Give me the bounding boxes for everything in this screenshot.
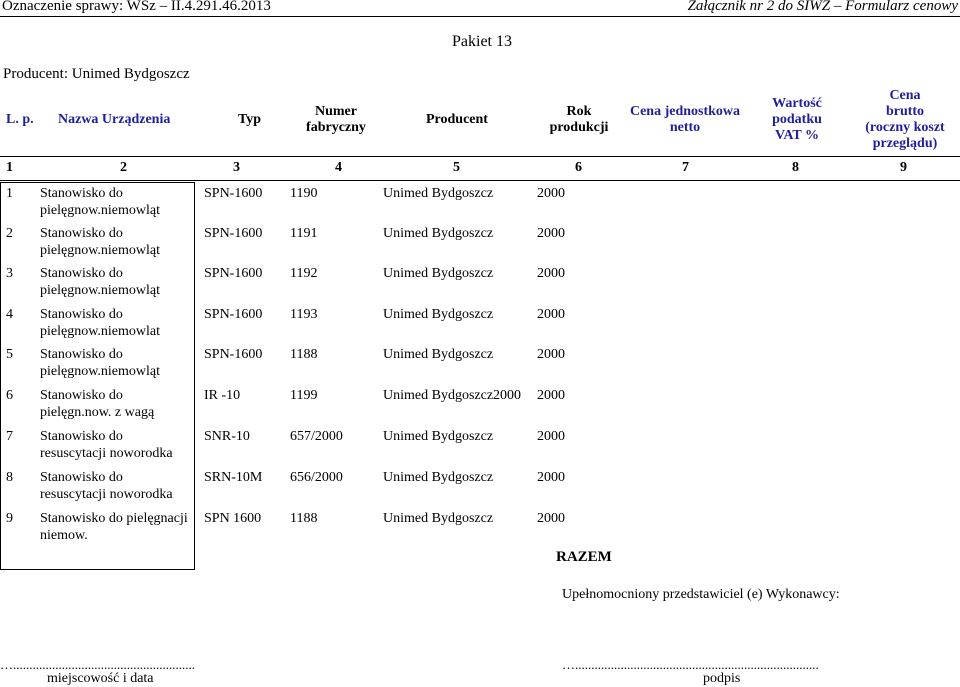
row-numer: 1199: [290, 388, 318, 403]
col-producent: Producent: [426, 112, 488, 127]
col-typ: Typ: [238, 112, 262, 127]
package-title: Pakiet 13: [452, 33, 512, 50]
row-numer: 1188: [290, 511, 318, 526]
row-typ: SPN-1600: [204, 347, 263, 362]
row-lp: 3: [6, 266, 13, 281]
row-producent: Unimed Bydgoszcz: [383, 226, 494, 241]
row-name: Stanowisko do: [40, 388, 123, 403]
row-producent: Unimed Bydgoszcz2000: [383, 388, 522, 403]
col-number: 5: [453, 160, 460, 175]
row-name: Stanowisko do pielęgnacji: [40, 511, 188, 526]
row-rok: 2000: [537, 511, 565, 526]
col-number: 7: [682, 160, 689, 175]
row-name: Stanowisko do: [40, 226, 123, 241]
col-number: 3: [233, 160, 240, 175]
row-name-cont: pielęgnow.niemowląt: [40, 364, 161, 379]
row-name-cont: pielęgnow.niemowląt: [40, 243, 161, 258]
row-typ: SRN-10M: [204, 470, 263, 485]
row-rok: 2000: [537, 388, 565, 403]
row-rok: 2000: [537, 307, 565, 322]
row-name: Stanowisko do: [40, 266, 123, 281]
row-numer: 656/2000: [290, 470, 343, 485]
row-name-cont: niemow.: [40, 528, 88, 543]
row-typ: SPN-1600: [204, 307, 263, 322]
row-producent: Unimed Bydgoszcz: [383, 307, 494, 322]
row-typ: SPN 1600: [204, 511, 262, 526]
row-rok: 2000: [537, 186, 565, 201]
row-numer: 1188: [290, 347, 318, 362]
col-number: 9: [900, 160, 907, 175]
header-divider-top: [0, 156, 960, 157]
row-lp: 8: [6, 470, 13, 485]
row-rok: 2000: [537, 470, 565, 485]
row-name-cont: pielęgn.now. z wagą: [40, 405, 155, 420]
row-lp: 9: [6, 511, 13, 526]
col-vat: Wartość podatku VAT %: [772, 96, 822, 143]
col-number: 4: [335, 160, 342, 175]
place-date-signature-line: …........................................................: [0, 657, 195, 672]
row-typ: IR -10: [204, 388, 241, 403]
producer-line: Producent: Unimed Bydgoszcz: [3, 66, 190, 82]
row-rok: 2000: [537, 226, 565, 241]
row-numer: 1192: [290, 266, 318, 281]
row-name: Stanowisko do: [40, 307, 123, 322]
signature-caption: podpis: [703, 671, 741, 686]
row-rok: 2000: [537, 266, 565, 281]
row-name-cont: pielęgnow.niemowląt: [40, 283, 161, 298]
row-name-cont: resuscytacji noworodka: [40, 487, 173, 502]
col-rok: Rok produkcji: [549, 104, 609, 135]
row-rok: 2000: [537, 429, 565, 444]
row-numer: 1191: [290, 226, 318, 241]
row-name-cont: pielęgnow.niemowląt: [40, 203, 161, 218]
total-label: RAZEM: [556, 549, 612, 565]
row-lp: 6: [6, 388, 13, 403]
row-numer: 657/2000: [290, 429, 343, 444]
authorized-representative-label: Upełnomocniony przedstawiciel (e) Wykonawcy:: [562, 587, 840, 602]
row-name: Stanowisko do: [40, 186, 123, 201]
row-typ: SPN-1600: [204, 186, 263, 201]
row-typ: SPN-1600: [204, 226, 263, 241]
row-name-cont: resuscytacji noworodka: [40, 446, 173, 461]
row-rok: 2000: [537, 347, 565, 362]
row-lp: 2: [6, 226, 13, 241]
header-divider-bottom: [0, 180, 960, 181]
row-producent: Unimed Bydgoszcz: [383, 511, 494, 526]
row-numer: 1190: [290, 186, 318, 201]
place-date-caption: miejscowość i data: [47, 671, 154, 686]
col-number: 8: [792, 160, 799, 175]
col-nazwa: Nazwa Urządzenia: [58, 112, 171, 127]
case-reference: Oznaczenie sprawy: WSz – II.4.291.46.2013: [2, 0, 271, 14]
document-header: [0, 0, 960, 17]
row-lp: 1: [6, 186, 13, 201]
row-lp: 4: [6, 307, 13, 322]
row-producent: Unimed Bydgoszcz: [383, 266, 494, 281]
col-number: 1: [6, 160, 13, 175]
row-name: Stanowisko do: [40, 347, 123, 362]
col-cena-brutto: Cena brutto (roczny koszt przeglądu): [865, 88, 945, 151]
col-numer: Numer fabryczny: [306, 104, 366, 135]
row-name-cont: pielęgnow.niemowlat: [40, 324, 161, 339]
row-producent: Unimed Bydgoszcz: [383, 470, 494, 485]
attachment-title: Załącznik nr 2 do SIWZ – Formularz cenowy: [687, 0, 958, 14]
col-lp: L. p.: [6, 112, 34, 127]
row-lp: 5: [6, 347, 13, 362]
row-typ: SNR-10: [204, 429, 250, 444]
row-lp: 7: [6, 429, 13, 444]
row-typ: SPN-1600: [204, 266, 263, 281]
signature-line: …...........................................................................: [562, 657, 819, 672]
row-name: Stanowisko do: [40, 429, 123, 444]
row-producent: Unimed Bydgoszcz: [383, 429, 494, 444]
col-number: 6: [575, 160, 582, 175]
col-cena-jedn: Cena jednostkowa netto: [629, 104, 741, 135]
row-numer: 1193: [290, 307, 318, 322]
row-producent: Unimed Bydgoszcz: [383, 347, 494, 362]
row-name: Stanowisko do: [40, 470, 123, 485]
col-number: 2: [120, 160, 127, 175]
row-producent: Unimed Bydgoszcz: [383, 186, 494, 201]
